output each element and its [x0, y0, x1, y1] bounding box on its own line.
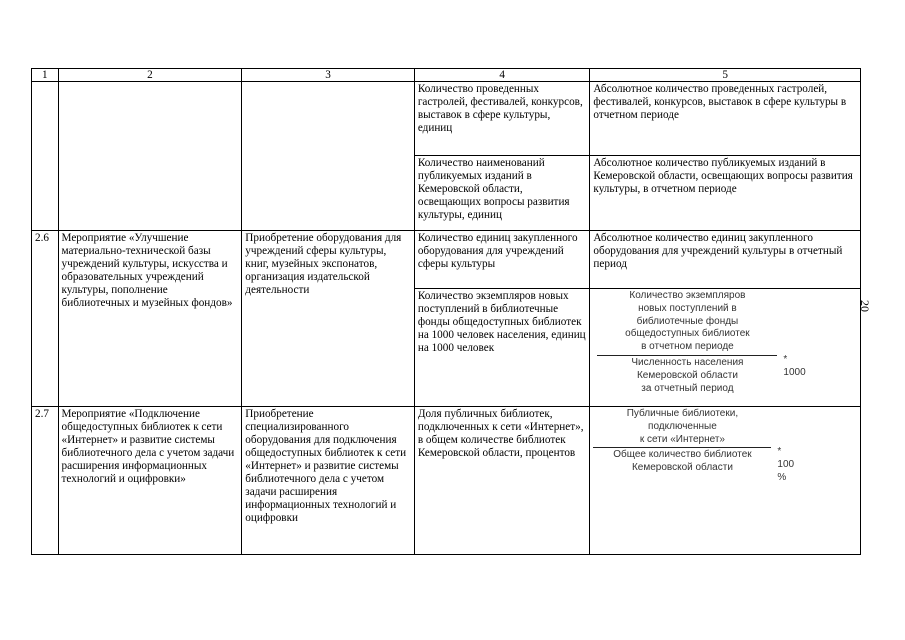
event-cell: Мероприятие «Подключение общедоступных библиотек к сети «Интернет» и развитие системы библиотечного дела с учетом задачи расширения информационных технологий и оцифровки» — [58, 407, 242, 555]
event-cell — [58, 82, 242, 231]
formula — [597, 290, 806, 395]
num-cell: 2.7 — [32, 407, 59, 555]
formula-line: за отчетный период — [641, 382, 734, 394]
header-cell: 2 — [58, 69, 242, 82]
formula-numerator — [597, 290, 777, 354]
indicator-cell: Количество экземпляров новых поступлений в библиотечные фонды общедоступных библиотек на 1000 человек населения, единиц на 1000 человек — [414, 289, 590, 407]
formula-line: Численность населения — [631, 356, 744, 368]
header-cell: 3 — [242, 69, 415, 82]
header-cell: 1 — [32, 69, 59, 82]
formula-denominator — [593, 449, 771, 475]
num-cell: 2.6 — [32, 231, 59, 407]
formula-cell — [590, 407, 861, 555]
data-table — [31, 68, 861, 555]
formula-line: Общее количество библиотек — [613, 449, 752, 461]
content-cell: Приобретение оборудования для учреждений сферы культуры, книг, музейных экспонатов, организация издательской деятельности — [242, 231, 415, 407]
calc-cell: Абсолютное количество единиц закупленного оборудования для учреждений культуры в отчетный период — [590, 231, 861, 289]
indicator-cell: Доля публичных библиотек, подключенных к сети «Интернет», в общем количестве библиотек Кемеровской области, процентов — [414, 407, 590, 555]
table-row — [32, 231, 861, 289]
table-row — [32, 407, 861, 555]
formula-line: Кемеровской области — [631, 462, 733, 474]
indicator-cell: Количество наименований публикуемых изданий в Кемеровской области, освещающих вопросы развития культуры, единиц — [414, 156, 590, 231]
table-row — [32, 82, 861, 156]
formula-multiplier: * 100 % — [777, 446, 795, 483]
header-row — [32, 69, 861, 82]
content-cell: Приобретение специализированного оборудования для подключения общедоступных библиотек к сети «Интернет» и развитие системы библиотечного дела с учетом задачи расширения информационных технологий и оцифровки — [242, 407, 415, 555]
formula-denominator — [597, 357, 777, 395]
formula-line: к сети «Интернет» — [639, 433, 725, 445]
calc-cell: Абсолютное количество публикуемых изданий в Кемеровской области, освещающих вопросы развития культуры, в отчетном периоде — [590, 156, 861, 231]
indicator-cell: Количество проведенных гастролей, фестивалей, конкурсов, выставок в сфере культуры, единиц — [414, 82, 590, 156]
page-number: 20 — [858, 300, 872, 312]
formula-line: Публичные библиотеки, — [626, 408, 739, 419]
indicator-cell: Количество единиц закупленного оборудования для учреждений сферы культуры — [414, 231, 590, 289]
formula-line: в отчетном периоде — [641, 341, 734, 353]
formula-line: Количество экземпляров — [629, 290, 746, 301]
formula-numerator — [593, 408, 771, 446]
formula-line: Кемеровской области — [636, 369, 738, 381]
num-cell — [32, 82, 59, 231]
event-cell: Мероприятие «Улучшение материально-технической базы учреждений культуры, искусства и образовательных учреждений культуры, пополнение библиотечных и музейных фондов» — [58, 231, 242, 407]
formula-cell — [590, 289, 861, 407]
formula-line: библиотечные фонды — [636, 315, 739, 327]
formula — [593, 408, 795, 483]
header-cell: 5 — [590, 69, 861, 82]
calc-cell: Абсолютное количество проведенных гастролей, фестивалей, конкурсов, выставок в сфере культуры в отчетном периоде — [590, 82, 861, 156]
formula-line: подключенные — [648, 420, 717, 432]
header-cell: 4 — [414, 69, 590, 82]
formula-line: новых поступлений в — [638, 302, 737, 314]
formula-multiplier: * 1000 — [783, 354, 806, 378]
fraction-bar — [597, 355, 777, 356]
content-cell — [242, 82, 415, 231]
formula-line: общедоступных библиотек — [625, 328, 750, 340]
